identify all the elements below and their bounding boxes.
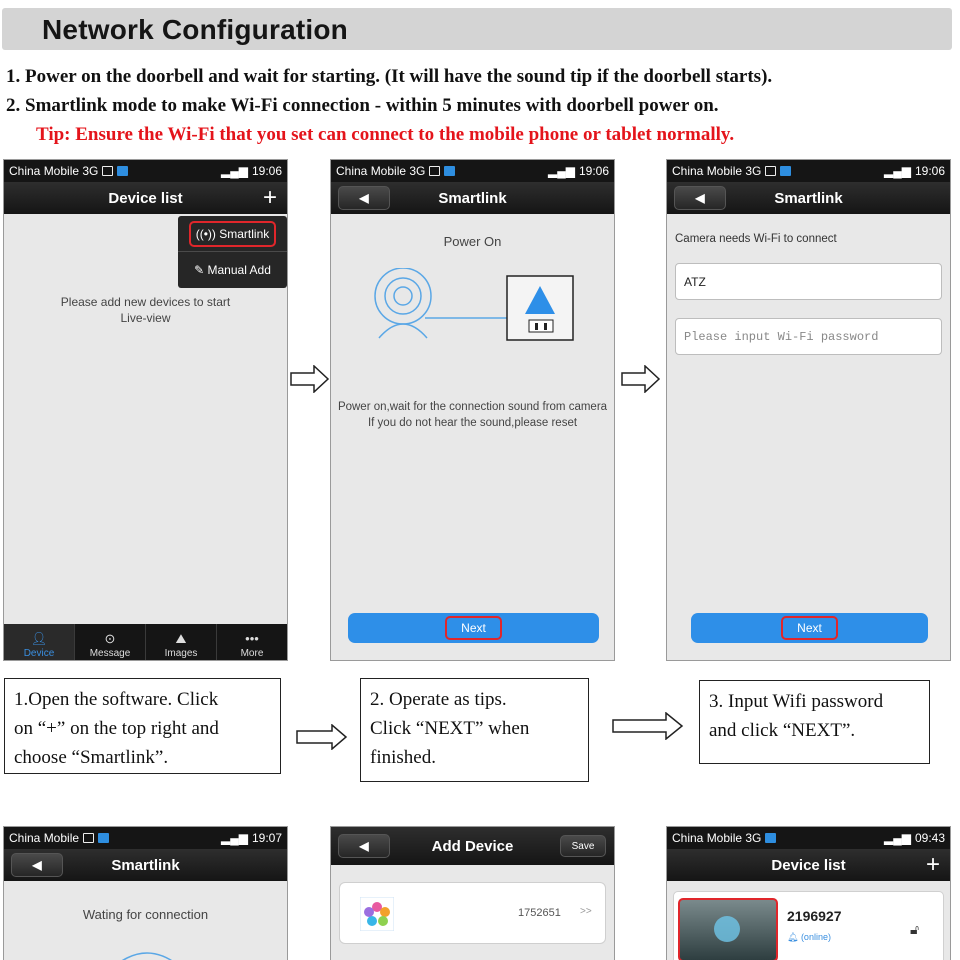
phone-screen-device-online (666, 826, 951, 960)
clock-time: 19:06 (251, 164, 282, 178)
back-arrow-icon: ◀ (32, 858, 42, 872)
app-icon (98, 833, 109, 843)
app-header (4, 849, 287, 881)
tab-more[interactable] (217, 624, 287, 660)
back-arrow-icon: ◀ (359, 191, 369, 205)
device-name: 2196927 (787, 908, 842, 924)
header-title: Add Device (431, 837, 514, 855)
phone-screen-device-list (3, 159, 288, 661)
pencil-icon: ✎ (194, 263, 208, 277)
carrier-label: China Mobile 3G (672, 831, 762, 845)
wireless-icon: ((•)) (195, 226, 220, 241)
step-2-description (360, 678, 589, 782)
power-on-caption: Power On (443, 234, 502, 249)
step-1-text: 1. Power on the doorbell and wait for starting. (It will have the sound tip if the doorbell starts). (6, 66, 773, 87)
desc-3-line-1: 3. Input Wifi password (709, 691, 884, 712)
phone-screen-add-device (330, 826, 615, 960)
app-header (331, 182, 614, 214)
phone-screen-power-on (330, 159, 615, 661)
app-icon (780, 166, 791, 176)
status-bar (331, 160, 614, 182)
back-button[interactable] (11, 853, 63, 877)
step-2-text: 2. Smartlink mode to make Wi-Fi connection - within 5 minutes with doorbell power on. (6, 95, 719, 116)
tab-label-device: Device (23, 648, 55, 659)
camera-outline-icon (112, 945, 182, 960)
clock-time: 19:06 (578, 164, 609, 178)
photos-icon (360, 897, 394, 931)
save-button[interactable]: Save (560, 835, 606, 857)
back-arrow-icon: ◀ (359, 839, 369, 853)
bell-icon: 🔔︎ (787, 932, 801, 942)
title-bar (2, 8, 952, 50)
back-button[interactable] (338, 186, 390, 210)
signal-icon: ▂▄▆ (884, 831, 911, 845)
right-arrow-icon (296, 724, 348, 750)
device-entry[interactable] (339, 882, 606, 944)
chevron-right-icon: >> (580, 906, 592, 917)
wifi-label: Camera needs Wi-Fi to connect (675, 233, 837, 245)
more-icon: ••• (245, 631, 259, 646)
waiting-caption: Wating for connection (82, 907, 209, 922)
clock-time: 09:43 (914, 831, 945, 845)
tab-label-more: More (240, 648, 264, 659)
header-title: Smartlink (774, 189, 843, 207)
menu-item-smartlink[interactable] (178, 216, 287, 252)
status-bar (4, 827, 287, 849)
right-arrow-icon (612, 712, 684, 740)
back-arrow-icon: ◀ (695, 191, 705, 205)
image-icon: ⛰︎ (175, 631, 187, 646)
notification-icon (83, 833, 94, 843)
person-icon: 👤︎ (30, 631, 48, 646)
status-bar (4, 160, 287, 182)
next-label: Next (445, 616, 502, 640)
back-button[interactable] (338, 834, 390, 858)
header-title: Device list (108, 189, 183, 207)
clock-time: 19:06 (914, 164, 945, 178)
app-icon (765, 833, 776, 843)
add-device-button[interactable]: + (262, 184, 277, 211)
app-header (4, 182, 287, 214)
status-bar (667, 827, 950, 849)
empty-message (4, 294, 287, 326)
status-bar (667, 160, 950, 182)
chat-icon: ⊙ (104, 631, 116, 646)
carrier-label: China Mobile (9, 831, 80, 845)
bottom-tab-bar (4, 624, 287, 660)
device-row[interactable] (673, 891, 944, 960)
device-id: 1752651 (518, 907, 561, 919)
desc-2-line-1: 2. Operate as tips. (370, 689, 507, 710)
app-header (667, 849, 950, 881)
menu-label-smartlink: Smartlink (219, 226, 270, 241)
carrier-label: China Mobile 3G (9, 164, 99, 178)
tab-label-images: Images (164, 648, 198, 659)
page-title: Network Configuration (42, 14, 348, 45)
right-arrow-icon (621, 365, 661, 393)
next-button[interactable] (348, 613, 599, 643)
tab-message[interactable] (75, 624, 146, 660)
tab-device[interactable] (4, 624, 75, 660)
next-button[interactable] (691, 613, 928, 643)
menu-label-manual-add: Manual Add (207, 263, 271, 277)
device-status-text: (online) (800, 932, 831, 942)
phone-screen-waiting (3, 826, 288, 960)
desc-2-line-2: Click “NEXT” when (370, 718, 530, 739)
notification-icon (102, 166, 113, 176)
desc-3-line-2: and click “NEXT”. (709, 720, 856, 741)
clock-time: 19:07 (251, 831, 282, 845)
desc-1-line-1: 1.Open the software. Click (14, 689, 219, 710)
device-status (787, 932, 831, 943)
empty-message-line-1: Please add new devices to start (60, 295, 231, 309)
camera-thumbnail[interactable] (678, 898, 778, 960)
header-title: Smartlink (438, 189, 507, 207)
carrier-label: China Mobile 3G (336, 164, 426, 178)
camera-power-illustration (369, 268, 579, 358)
notification-icon (765, 166, 776, 176)
wifi-password-field[interactable]: Please input Wi-Fi password (675, 318, 942, 355)
add-menu (178, 216, 287, 288)
menu-item-manual-add[interactable] (178, 252, 287, 288)
unlock-icon[interactable]: 🔓︎ (910, 922, 920, 938)
header-title: Device list (771, 856, 846, 874)
right-arrow-icon (290, 365, 330, 393)
desc-1-line-3: choose “Smartlink”. (14, 747, 169, 768)
signal-icon: ▂▄▆ (221, 831, 248, 845)
desc-2-line-3: finished. (370, 747, 436, 768)
empty-message-line-2: Live-view (120, 311, 171, 325)
wifi-ssid-field[interactable]: ATZ (675, 263, 942, 300)
header-title: Smartlink (111, 856, 180, 874)
phone-screen-wifi-setup (666, 159, 951, 661)
desc-1-line-2: on “+” on the top right and (14, 718, 219, 739)
next-label: Next (781, 616, 838, 640)
app-icon (444, 166, 455, 176)
instruction-line-1: Power on,wait for the connection sound from camera (337, 401, 608, 413)
signal-icon: ▂▄▆ (884, 164, 911, 178)
carrier-label: China Mobile 3G (672, 164, 762, 178)
app-header (331, 827, 614, 865)
signal-icon: ▂▄▆ (548, 164, 575, 178)
instruction-line-2: If you do not hear the sound,please reset (367, 417, 578, 429)
tab-label-message: Message (89, 648, 131, 659)
back-button[interactable] (674, 186, 726, 210)
tab-images[interactable] (146, 624, 217, 660)
tip-text: Tip: Ensure the Wi-Fi that you set can connect to the mobile phone or tablet normally. (36, 124, 735, 145)
app-icon (117, 166, 128, 176)
step-1-description (4, 678, 281, 774)
notification-icon (429, 166, 440, 176)
add-device-button[interactable]: + (925, 851, 940, 878)
play-icon (714, 916, 740, 942)
power-on-instructions (331, 399, 614, 431)
step-3-description (699, 680, 930, 764)
signal-icon: ▂▄▆ (221, 164, 248, 178)
app-header (667, 182, 950, 214)
